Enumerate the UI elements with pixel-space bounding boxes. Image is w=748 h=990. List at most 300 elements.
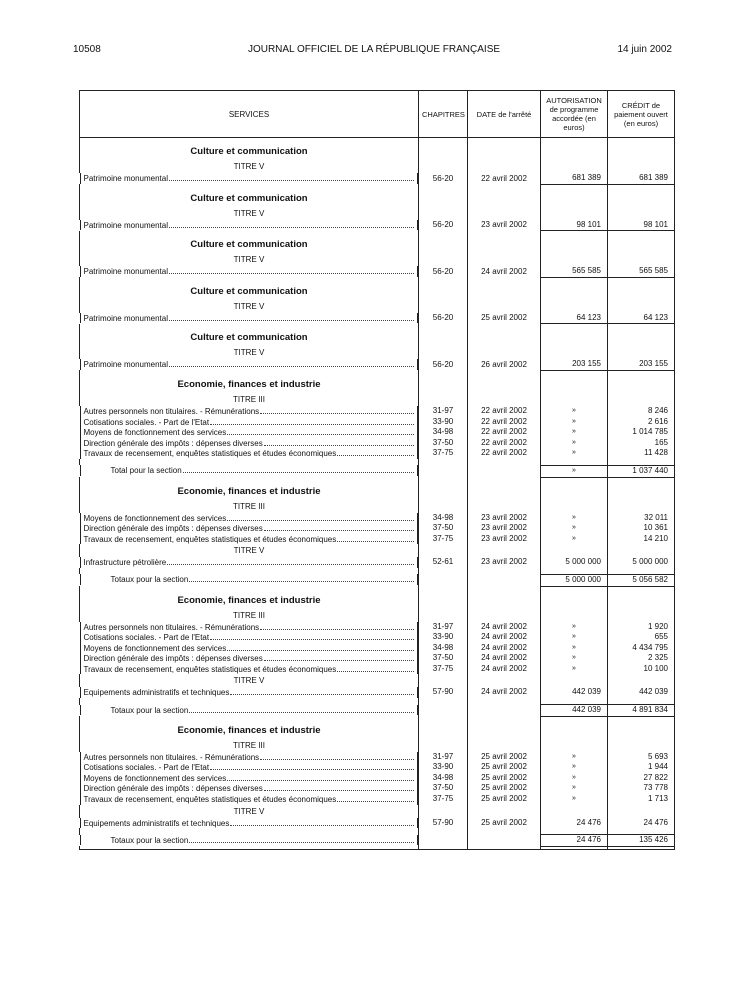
row-label-text: Travaux de recensement, enquêtes statistiques et études économiques (83, 449, 337, 459)
table-row (80, 513, 675, 524)
empty-cell (541, 207, 608, 220)
empty-cell (608, 805, 675, 818)
empty-cell (541, 300, 608, 313)
row-date: 24 avril 2002 (468, 643, 541, 654)
titre-heading-text: TITRE V (80, 207, 419, 220)
row-autorisation: » (541, 406, 608, 417)
table-row (80, 818, 675, 829)
row-label (80, 448, 419, 459)
row-autorisation: » (541, 622, 608, 633)
row-label-text: Patrimoine monumental (83, 220, 168, 230)
table-row (80, 783, 675, 794)
row-credit: 2 325 (608, 653, 675, 664)
empty-cell (419, 465, 468, 477)
row-chapitre: 56-20 (419, 359, 468, 370)
empty-cell (80, 846, 419, 849)
row-credit: 8 246 (608, 406, 675, 417)
empty-cell (468, 346, 541, 359)
row-label (80, 643, 419, 654)
table-body (80, 138, 675, 850)
row-credit: 64 123 (608, 313, 675, 324)
empty-cell (541, 500, 608, 513)
ministry-heading-text: Culture et communication (80, 144, 419, 160)
empty-cell (468, 207, 541, 220)
empty-cell (419, 593, 468, 609)
dot-leader (210, 632, 414, 640)
ministry-heading (80, 484, 675, 500)
row-autorisation: » (541, 794, 608, 805)
table-row (80, 173, 675, 184)
row-credit: 1 944 (608, 762, 675, 773)
total-label-text: Totaux pour la section (110, 575, 189, 585)
empty-cell (608, 544, 675, 557)
titre-heading (80, 500, 675, 513)
empty-cell (608, 484, 675, 500)
empty-cell (419, 674, 468, 687)
row-date: 25 avril 2002 (468, 762, 541, 773)
empty-cell (419, 723, 468, 739)
row-autorisation: » (541, 448, 608, 459)
row-date: 25 avril 2002 (468, 313, 541, 324)
row-label-text: Autres personnels non titulaires. - Rémunérations (83, 622, 260, 632)
row-label-text: Cotisations sociales. - Part de l'Etat (83, 633, 210, 643)
empty-cell (541, 191, 608, 207)
table-row (80, 687, 675, 698)
empty-cell (419, 237, 468, 253)
empty-cell (419, 160, 468, 173)
titre-heading-text: TITRE V (80, 253, 419, 266)
total-autorisation: 442 039 (541, 705, 608, 717)
titre-heading (80, 805, 675, 818)
empty-cell (541, 284, 608, 300)
row-credit: 1 920 (608, 622, 675, 633)
row-autorisation: » (541, 417, 608, 428)
empty-cell (419, 500, 468, 513)
total-autorisation: 5 000 000 (541, 574, 608, 586)
empty-cell (419, 544, 468, 557)
row-label (80, 752, 419, 763)
row-date: 25 avril 2002 (468, 773, 541, 784)
row-label (80, 687, 419, 698)
empty-cell (541, 846, 608, 849)
dot-leader (169, 359, 414, 367)
dot-leader (169, 313, 414, 321)
dot-leader (230, 687, 414, 695)
row-label (80, 266, 419, 277)
dot-leader (189, 705, 414, 713)
empty-cell (419, 609, 468, 622)
row-autorisation: » (541, 523, 608, 534)
empty-cell (419, 705, 468, 717)
empty-cell (419, 191, 468, 207)
titre-heading-text: TITRE III (80, 393, 419, 406)
row-chapitre: 37-75 (419, 794, 468, 805)
empty-cell (608, 593, 675, 609)
col-header-chapitres: CHAPITRES (419, 91, 468, 138)
table-row (80, 632, 675, 643)
ministry-heading (80, 723, 675, 739)
table-row (80, 448, 675, 459)
dot-leader (189, 835, 414, 843)
titre-heading-text: TITRE III (80, 609, 419, 622)
empty-cell (419, 805, 468, 818)
dot-leader (169, 173, 414, 181)
dot-leader (227, 773, 414, 781)
empty-cell (608, 160, 675, 173)
empty-cell (468, 544, 541, 557)
row-autorisation: 98 101 (541, 220, 608, 231)
row-label (80, 762, 419, 773)
total-credit: 135 426 (608, 835, 675, 847)
row-label (80, 313, 419, 324)
row-credit: 5 693 (608, 752, 675, 763)
empty-cell (468, 484, 541, 500)
dot-leader (264, 783, 414, 791)
row-label-text: Equipements administratifs et techniques (83, 818, 230, 828)
empty-cell (608, 144, 675, 160)
titre-heading-text: TITRE V (80, 544, 419, 557)
empty-cell (468, 574, 541, 586)
table-row (80, 523, 675, 534)
dot-leader (264, 438, 414, 446)
empty-cell (608, 674, 675, 687)
row-autorisation: 64 123 (541, 313, 608, 324)
table-row (80, 359, 675, 370)
empty-cell (608, 609, 675, 622)
total-row (80, 835, 675, 847)
row-autorisation: » (541, 773, 608, 784)
row-label-text: Moyens de fonctionnement des services (83, 643, 227, 653)
empty-cell (541, 377, 608, 393)
total-row (80, 574, 675, 586)
titre-heading-text: TITRE III (80, 500, 419, 513)
row-label-text: Patrimoine monumental (83, 267, 168, 277)
empty-cell (541, 330, 608, 346)
row-credit: 1 713 (608, 794, 675, 805)
row-label-text: Travaux de recensement, enquêtes statistiques et études économiques (83, 664, 337, 674)
row-date: 24 avril 2002 (468, 664, 541, 675)
row-date: 23 avril 2002 (468, 557, 541, 568)
ministry-heading (80, 191, 675, 207)
dot-leader (337, 794, 414, 802)
empty-cell (608, 393, 675, 406)
empty-cell (541, 609, 608, 622)
row-credit: 655 (608, 632, 675, 643)
row-chapitre: 56-20 (419, 313, 468, 324)
row-chapitre: 37-75 (419, 664, 468, 675)
empty-cell (468, 237, 541, 253)
titre-heading (80, 674, 675, 687)
dot-leader (167, 557, 414, 565)
empty-cell (468, 593, 541, 609)
empty-cell (468, 393, 541, 406)
empty-cell (468, 330, 541, 346)
row-label-text: Autres personnels non titulaires. - Rémunérations (83, 752, 260, 762)
row-credit: 165 (608, 438, 675, 449)
row-credit: 10 100 (608, 664, 675, 675)
row-autorisation: 442 039 (541, 687, 608, 698)
empty-cell (541, 805, 608, 818)
row-date: 23 avril 2002 (468, 513, 541, 524)
empty-cell (468, 835, 541, 847)
empty-cell (468, 144, 541, 160)
row-credit: 4 434 795 (608, 643, 675, 654)
row-label (80, 783, 419, 794)
total-label (80, 465, 419, 476)
empty-cell (541, 160, 608, 173)
titre-heading (80, 544, 675, 557)
table-row (80, 653, 675, 664)
dot-leader (337, 448, 414, 456)
row-label-text: Patrimoine monumental (83, 360, 168, 370)
ministry-heading-text: Economie, finances et industrie (80, 484, 419, 500)
row-credit: 2 616 (608, 417, 675, 428)
empty-cell (419, 484, 468, 500)
row-date: 25 avril 2002 (468, 794, 541, 805)
empty-cell (608, 207, 675, 220)
table-row (80, 438, 675, 449)
total-autorisation: » (541, 465, 608, 477)
row-chapitre: 33-90 (419, 762, 468, 773)
row-date: 25 avril 2002 (468, 752, 541, 763)
empty-cell (419, 835, 468, 847)
ministry-heading-text: Culture et communication (80, 237, 419, 253)
empty-cell (608, 300, 675, 313)
ministry-heading (80, 237, 675, 253)
empty-cell (419, 739, 468, 752)
dot-leader (189, 574, 414, 582)
ministry-heading (80, 377, 675, 393)
dot-leader (210, 417, 414, 425)
ministry-heading (80, 330, 675, 346)
row-label-text: Cotisations sociales. - Part de l'Etat (83, 417, 210, 427)
row-credit: 73 778 (608, 783, 675, 794)
row-label (80, 818, 419, 829)
empty-cell (468, 253, 541, 266)
table-end (80, 846, 675, 849)
total-credit: 4 891 834 (608, 705, 675, 717)
row-chapitre: 56-20 (419, 220, 468, 231)
row-autorisation: » (541, 643, 608, 654)
row-autorisation: » (541, 762, 608, 773)
empty-cell (608, 253, 675, 266)
row-label (80, 773, 419, 784)
empty-cell (541, 144, 608, 160)
row-label (80, 173, 419, 184)
row-autorisation: 203 155 (541, 359, 608, 370)
row-label-text: Direction générale des impôts : dépenses diverses (83, 524, 263, 534)
page-number: 10508 (73, 44, 101, 55)
empty-cell (541, 393, 608, 406)
total-row (80, 465, 675, 477)
row-chapitre: 57-90 (419, 687, 468, 698)
row-credit: 681 389 (608, 173, 675, 184)
row-label (80, 438, 419, 449)
ministry-heading-text: Economie, finances et industrie (80, 593, 419, 609)
empty-cell (541, 253, 608, 266)
row-credit: 1 014 785 (608, 427, 675, 438)
row-label (80, 406, 419, 417)
empty-cell (541, 346, 608, 359)
row-credit: 442 039 (608, 687, 675, 698)
dot-leader (260, 622, 414, 630)
empty-cell (419, 574, 468, 586)
row-credit: 24 476 (608, 818, 675, 829)
table-header-row (80, 91, 675, 138)
ministry-heading (80, 284, 675, 300)
empty-cell (419, 144, 468, 160)
empty-cell (419, 300, 468, 313)
total-label-text: Totaux pour la section (110, 835, 189, 845)
ministry-heading-text: Culture et communication (80, 191, 419, 207)
row-label (80, 427, 419, 438)
row-label (80, 632, 419, 643)
row-label-text: Direction générale des impôts : dépenses diverses (83, 654, 263, 664)
row-date: 24 avril 2002 (468, 687, 541, 698)
row-autorisation: » (541, 427, 608, 438)
row-credit: 203 155 (608, 359, 675, 370)
row-credit: 98 101 (608, 220, 675, 231)
total-credit: 5 056 582 (608, 574, 675, 586)
titre-heading-text: TITRE V (80, 300, 419, 313)
empty-cell (608, 739, 675, 752)
row-label (80, 513, 419, 524)
total-credit: 1 037 440 (608, 465, 675, 477)
table-row (80, 622, 675, 633)
row-chapitre: 34-98 (419, 773, 468, 784)
row-label-text: Moyens de fonctionnement des services (83, 513, 227, 523)
total-label (80, 574, 419, 585)
issue-date: 14 juin 2002 (617, 44, 672, 55)
row-date: 22 avril 2002 (468, 438, 541, 449)
empty-cell (468, 191, 541, 207)
empty-cell (468, 705, 541, 717)
journal-title: JOURNAL OFFICIEL DE LA RÉPUBLIQUE FRANÇAISE (247, 44, 501, 55)
row-label-text: Travaux de recensement, enquêtes statistiques et études économiques (83, 534, 337, 544)
empty-cell (419, 393, 468, 406)
total-label-text: Total pour la section (110, 466, 182, 476)
table-row (80, 427, 675, 438)
row-label-text: Autres personnels non titulaires. - Rémunérations (83, 406, 260, 416)
empty-cell (419, 377, 468, 393)
row-chapitre: 37-50 (419, 438, 468, 449)
empty-cell (608, 377, 675, 393)
empty-cell (468, 377, 541, 393)
row-date: 24 avril 2002 (468, 622, 541, 633)
empty-cell (608, 723, 675, 739)
row-label-text: Infrastructure pétrolière (83, 558, 167, 568)
table-row (80, 557, 675, 568)
empty-cell (468, 846, 541, 849)
titre-heading (80, 609, 675, 622)
row-autorisation: 5 000 000 (541, 557, 608, 568)
table-row (80, 752, 675, 763)
dot-leader (337, 664, 414, 672)
row-chapitre: 34-98 (419, 643, 468, 654)
titre-heading (80, 160, 675, 173)
total-label (80, 705, 419, 716)
row-autorisation: » (541, 438, 608, 449)
table-row (80, 266, 675, 277)
empty-cell (419, 846, 468, 849)
row-label (80, 794, 419, 805)
dot-leader (337, 534, 414, 542)
row-date: 23 avril 2002 (468, 523, 541, 534)
row-label (80, 653, 419, 664)
row-chapitre: 56-20 (419, 173, 468, 184)
total-label-text: Totaux pour la section (110, 705, 189, 715)
ministry-heading (80, 144, 675, 160)
row-label (80, 417, 419, 428)
row-chapitre: 31-97 (419, 406, 468, 417)
col-header-autorisation: AUTORISATION de programme accordée (en euros) (541, 91, 608, 138)
row-chapitre: 37-75 (419, 448, 468, 459)
row-chapitre: 33-90 (419, 417, 468, 428)
row-autorisation: » (541, 653, 608, 664)
row-chapitre: 37-50 (419, 653, 468, 664)
row-label (80, 664, 419, 675)
empty-cell (608, 846, 675, 849)
empty-cell (468, 465, 541, 477)
empty-cell (468, 609, 541, 622)
row-label-text: Direction générale des impôts : dépenses diverses (83, 784, 263, 794)
row-chapitre: 31-97 (419, 622, 468, 633)
empty-cell (608, 346, 675, 359)
ministry-heading-text: Culture et communication (80, 330, 419, 346)
empty-cell (541, 674, 608, 687)
empty-cell (419, 330, 468, 346)
dot-leader (260, 752, 414, 760)
row-label-text: Patrimoine monumental (83, 174, 168, 183)
titre-heading (80, 253, 675, 266)
row-credit: 10 361 (608, 523, 675, 534)
row-autorisation: » (541, 534, 608, 545)
titre-heading (80, 300, 675, 313)
row-label-text: Moyens de fonctionnement des services (83, 428, 227, 438)
empty-cell (419, 253, 468, 266)
row-date: 22 avril 2002 (468, 448, 541, 459)
dot-leader (264, 523, 414, 531)
empty-cell (541, 723, 608, 739)
row-chapitre: 33-90 (419, 632, 468, 643)
table-row (80, 534, 675, 545)
empty-cell (468, 300, 541, 313)
row-label-text: Patrimoine monumental (83, 313, 168, 323)
ministry-heading-text: Economie, finances et industrie (80, 723, 419, 739)
row-label-text: Travaux de recensement, enquêtes statistiques et études économiques (83, 795, 337, 805)
row-label-text: Equipements administratifs et techniques (83, 688, 230, 698)
ministry-heading (80, 593, 675, 609)
ministry-heading-text: Culture et communication (80, 284, 419, 300)
row-autorisation: 681 389 (541, 173, 608, 184)
row-chapitre: 52-61 (419, 557, 468, 568)
table-row (80, 643, 675, 654)
empty-cell (468, 160, 541, 173)
dot-leader (230, 818, 414, 826)
row-date: 24 avril 2002 (468, 632, 541, 643)
row-autorisation: 24 476 (541, 818, 608, 829)
dot-leader (169, 220, 414, 228)
titre-heading (80, 346, 675, 359)
row-date: 23 avril 2002 (468, 534, 541, 545)
row-label (80, 359, 419, 370)
empty-cell (468, 284, 541, 300)
row-credit: 27 822 (608, 773, 675, 784)
row-chapitre: 34-98 (419, 513, 468, 524)
empty-cell (468, 805, 541, 818)
table-row (80, 406, 675, 417)
titre-heading-text: TITRE V (80, 805, 419, 818)
